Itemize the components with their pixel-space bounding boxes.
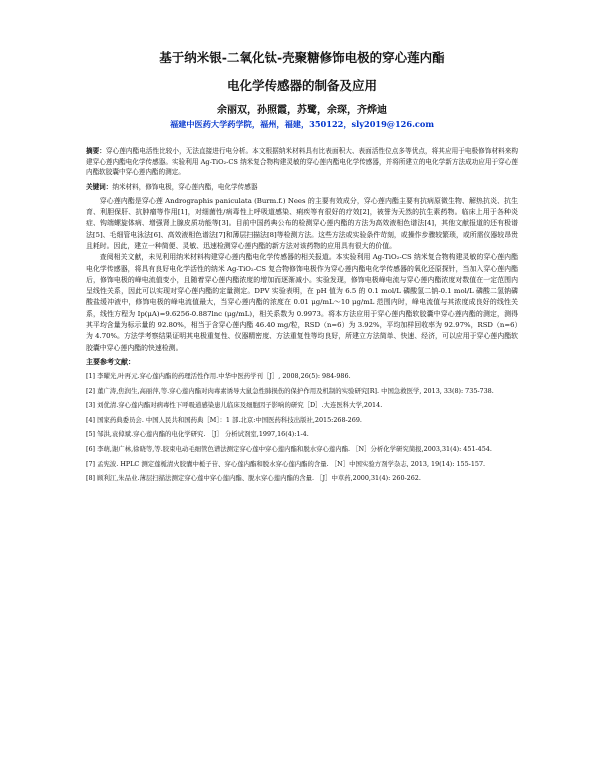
abstract-text: 穿心莲内酯电活性比较小，无法直接进行电分析。本文根据纳米材料具有比表面积大、表面活性位点多等优点，将其应用于电极修饰材料来构建穿心莲内酯电化学传感器。实验利用 Ag-TiO₂-CS 纳米复合物构建灵敏的穿心莲内酯电化学传感器，并将所建立的电化学新方法成功应用于穿心莲内酯软胶囊中穿心莲内酯的测定。: [86, 147, 519, 177]
keywords-text: 纳米材料，修饰电极，穿心莲内酯，电化学传感器: [112, 182, 258, 191]
reference-item: [7] 孟宪波. HPLC 测定莲栀清火胶囊中栀子苷、穿心莲内酯和脱水穿心莲内酯的含量. ［N］中国实验方剂学杂志, 2013, 19(14): 155-157.: [86, 459, 486, 468]
paper-page: [86, 50, 518, 484]
paper-title-line1: 基于纳米银-二氧化钛-壳聚糖修饰电极的穿心莲内酯: [159, 50, 445, 65]
keywords-label: 关键词：: [86, 182, 113, 191]
reference-item: [1] 李曜光,叶再元.穿心莲内酯的药理活性作用.中华中医药学刊［J］, 2008,26(5): 984-986.: [86, 371, 351, 380]
body-paragraph-2: 查阅相关文献，未见利用纳米材料构建穿心莲内酯电化学传感器的相关报道。本实验利用 Ag-TiO₂-CS 纳米复合物构建灵敏的穿心莲内酯电化学传感器，将具有良好电化学活性的纳米 Ag-TiO₂-CS 复合物修饰电极作为穿心莲内酯电化学传感器的氧化还原探针，当加入穿心莲内酯后，修饰电极的峰电流值变小，且随着穿心莲内酯浓度的增加而逐渐减小。实验发现，修饰电极峰电流与穿心莲内酯浓度对数值在一定范围内呈线性关系，因此可以实现对穿心莲内酯的定量测定。DPV 实验表明，在 pH 值为 6.5 的 0.1 mol/L 磷酸氢二钠-0.1 mol/L 磷酸二氢钠磷酸盐缓冲液中，修饰电极的峰电流值最大，当穿心莲内酯的浓度在 0.01 μg/mL～10 μg/mL 范围内时，峰电流值与其浓度成良好的线性关系，线性方程为 Ip(μA)=9.6256-0.887lnc (μg/mL)，相关系数为 0.9973。将本方法应用于穿心莲内酯软胶囊中穿心莲内酯的测定，测得其平均含量为标示量的 92.80%，相当于含穿心莲内酯 46.40 mg/粒，RSD（n=6）为 3.92%，平均加样回收率为 92.97%，RSD（n=6）为 4.70%。方法学考察结果证明其电极重复性、仪器精密度、方法重复性等均良好，所建立方法简单、快速、经济，可以应用于穿心莲内酯软胶囊中穿心莲内酯的快速检测。: [86, 253, 518, 352]
paper-title-line2: 电化学传感器的制备及应用: [226, 78, 377, 93]
reference-item: [3] 刘优清.穿心莲内酯对病毒性下呼吸道感染患儿临床及细胞因子影响的研究［D］.大连医科大学,2014.: [86, 401, 383, 410]
affiliation: 福建中医药大学药学院，福州，福建，350122，sly2019@126.com: [169, 119, 435, 129]
keywords: [86, 182, 518, 192]
body-text: [86, 196, 518, 354]
abstract: [86, 146, 518, 178]
references-list: [86, 371, 518, 484]
abstract-label: 摘要：: [86, 147, 106, 155]
reference-item: [2] 董广涛,焦润生,高丽萍,等.穿心莲内酯对肉毒素诱导大鼠急性肺损伤的保护作用及机制的实验研究[R]. 中国急救医学, 2013, 33(8): 735-738.: [86, 386, 494, 395]
body-paragraph-1: 穿心莲内酯是穿心莲 Andrographis paniculata (Burm.f.) Nees 的主要有效成分，穿心莲内酯主要有抗病原微生物、解热抗炎、抗生育、利胆保肝、抗肿瘤等作用[1]，对细菌性/病毒性上呼吸道感染、痢疾等有很好的疗效[2]，被誉为天然的抗生素药物。临床上用于各种炎症、钩端螺旋体病、增强肾上腺皮质功能等[3]。目前中国药典公布的检测穿心莲内酯的方法为高效液相色谱法[4]，其他文献报道的还有极谱法[5]、毛细管电泳法[6]、高效液相色谱法[7]和薄层扫描法[8]等检测方法。这些方法或实验条件苛刻，或操作步骤较繁琐，或所需仪器较昂贵且耗时。因此，建立一种简便、灵敏、迅速检测穿心莲内酯的新方法对该药物的应用具有很大的价值。: [86, 196, 518, 250]
reference-item: [5] 邹洪,袁倬斌.穿心莲内酯的电化学研究. ［J］ 分析试剂室,1997,16(4):1-4.: [86, 430, 309, 439]
reference-item: [8] 顾利江,朱品业.薄层扫描法测定穿心莲中穿心莲内酯、脱水穿心莲内酯的含量. ［J］中草药,2000,31(4): 260-262.: [86, 474, 421, 483]
authors: 余丽双，孙照霞，苏鹭，余琛，齐烨迪: [217, 105, 387, 116]
reference-item: [6] 李萌,谢广林,徐晓等,等.胶束电动毛细管色谱法测定穿心莲中穿心莲内酯和脱水穿心莲内酯. ［N］分析化学研究简报,2003,31(4): 451-454.: [86, 444, 492, 453]
reference-item: [4] 国家药典委员会. 中国人民共和国药典［M］：1 部.北京:中国医药科技出版社,2015:268-269.: [86, 415, 362, 424]
references-title: 主要参考文献：: [86, 356, 135, 366]
